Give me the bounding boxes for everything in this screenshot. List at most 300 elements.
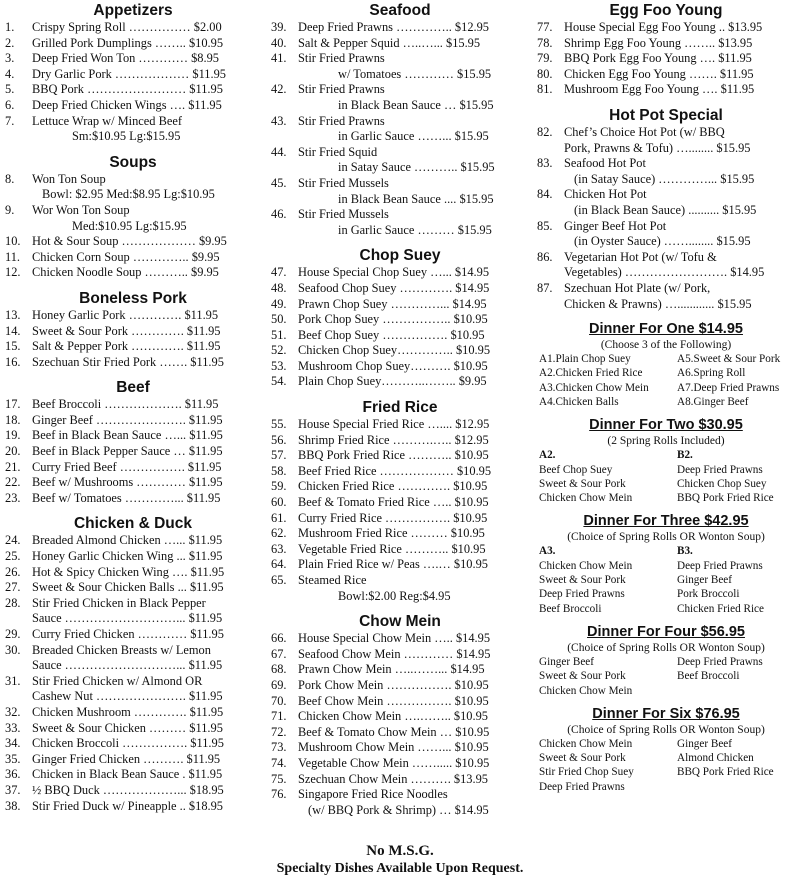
- dinner-choice: Sweet & Sour Pork: [539, 477, 626, 490]
- item-text: [298, 281, 529, 297]
- menu-item: [5, 533, 261, 549]
- item-number: 11.: [5, 249, 21, 264]
- section-title: Appetizers: [93, 2, 173, 19]
- dinner-subtitle: (Choose 3 of the Following): [600, 339, 732, 352]
- item-line: Szechuan Stir Fried Pork ……. $11.95: [32, 354, 224, 369]
- item-line: (w/ BBQ Pork & Shrimp) … $14.95: [308, 802, 489, 817]
- item-text: [32, 799, 261, 815]
- item-line: Chicken & Prawns) …............ $15.95: [564, 296, 752, 311]
- no-msg-note: No M.S.G.: [366, 843, 434, 859]
- menu-item: [537, 67, 795, 83]
- menu-item: [5, 203, 261, 234]
- item-line: w/ Tomatoes ………… $15.95: [338, 66, 492, 81]
- dinner-choice: Deep Fried Prawns: [677, 559, 763, 572]
- item-text: [32, 413, 261, 429]
- menu-item: [5, 428, 261, 444]
- menu-item: [271, 694, 529, 710]
- dinner-choice: BBQ Pork Fried Rice: [677, 492, 774, 505]
- item-line: Pork Chow Mein ……………. $10.95: [298, 677, 489, 692]
- item-text: [298, 787, 529, 818]
- item-text: [32, 203, 261, 234]
- menu-item: [271, 631, 529, 647]
- dinner-choice: A5.Sweet & Sour Pork: [677, 353, 781, 366]
- item-line: Curry Fried Rice ……………. $10.95: [298, 510, 488, 525]
- item-text: [298, 297, 529, 313]
- item-number: 2.: [5, 35, 15, 50]
- item-line: Beef Chop Suey ……………. $10.95: [298, 327, 485, 342]
- menu-item: [271, 542, 529, 558]
- item-number: 42.: [271, 82, 287, 97]
- dinner-choice: Ginger Beef: [677, 737, 732, 750]
- item-text: [298, 495, 529, 511]
- item-text: [32, 250, 261, 266]
- menu-item: [271, 647, 529, 663]
- menu-item: [537, 281, 795, 312]
- menu-item: [5, 339, 261, 355]
- menu-item: [5, 308, 261, 324]
- item-number: 32.: [5, 704, 21, 719]
- menu-section: [271, 613, 529, 818]
- item-line: Honey Garlic Chicken Wing ... $11.95: [32, 549, 223, 564]
- item-line: Crispy Spring Roll …………… $2.00: [32, 20, 222, 34]
- item-number: 36.: [5, 767, 21, 782]
- item-number: 66.: [271, 631, 287, 646]
- item-number: 49.: [271, 296, 287, 311]
- item-text: [298, 343, 529, 359]
- item-number: 44.: [271, 144, 287, 159]
- item-number: 68.: [271, 662, 287, 677]
- dinner-choice: Deep Fried Prawns: [539, 780, 625, 793]
- dinner-choice: A2.Chicken Fried Rice: [539, 367, 643, 380]
- item-text: [298, 464, 529, 480]
- item-line: Szechuan Chow Mein ………. $13.95: [298, 771, 488, 786]
- item-number: 74.: [271, 755, 287, 770]
- item-text: [564, 250, 795, 281]
- item-line: Chicken Chop Suey………….. $10.95: [298, 343, 491, 358]
- menu-item: [5, 397, 261, 413]
- item-number: 56.: [271, 432, 287, 447]
- item-number: 27.: [5, 580, 21, 595]
- menu-item: [271, 359, 529, 375]
- dinner-choice: Beef Broccoli: [539, 602, 602, 615]
- item-number: 16.: [5, 354, 21, 369]
- dinner-specials: [537, 321, 795, 794]
- item-number: 52.: [271, 343, 287, 358]
- item-number: 71.: [271, 709, 287, 724]
- item-line: Plain Chop Suey………..…….. $9.95: [298, 374, 487, 389]
- item-text: [298, 82, 529, 113]
- item-number: 64.: [271, 557, 287, 572]
- item-text: [32, 674, 261, 705]
- section-title: Egg Foo Young: [609, 2, 723, 19]
- item-line: Salt & Pepper Squid …..…... $15.95: [298, 35, 481, 50]
- menu-item: [5, 799, 261, 815]
- item-line: Chicken Egg Foo Young ……. $11.95: [564, 66, 754, 81]
- dinner-title: Dinner For Two $30.95: [589, 417, 743, 434]
- item-line: House Special Chop Suey …... $14.95: [298, 265, 490, 280]
- dinner-title: Dinner For Four $56.95: [587, 623, 745, 640]
- dinner-package: [537, 624, 795, 698]
- item-text: [298, 312, 529, 328]
- dinner-row: [537, 366, 795, 380]
- item-line: Shrimp Fried Rice ……….….. $12.95: [298, 432, 489, 447]
- menu-item: [271, 312, 529, 328]
- item-text: [298, 662, 529, 678]
- dinner-choice: Chicken Chow Mein: [539, 559, 633, 572]
- item-line: Vegetarian Hot Pot (w/ Tofu &: [564, 249, 717, 264]
- menu-item: [537, 250, 795, 281]
- item-line: Beef in Black Bean Sauce …... $11.95: [32, 428, 223, 443]
- item-text: [298, 526, 529, 542]
- item-number: 23.: [5, 490, 21, 505]
- item-line: Vegetable Chow Mein ……..... $10.95: [298, 755, 490, 770]
- item-line: Mushroom Egg Foo Young …. $11.95: [564, 82, 755, 97]
- menu-item: [271, 740, 529, 756]
- item-line: Hot & Spicy Chicken Wing …. $11.95: [32, 564, 225, 579]
- item-text: [32, 752, 261, 768]
- item-text: [298, 557, 529, 573]
- menu-item: [537, 20, 795, 36]
- item-number: 72.: [271, 724, 287, 739]
- item-number: 40.: [271, 35, 287, 50]
- item-text: [564, 187, 795, 218]
- menu-item: [271, 709, 529, 725]
- item-text: [564, 67, 795, 83]
- item-number: 33.: [5, 720, 21, 735]
- item-line: Pork Chop Suey …………….. $10.95: [298, 312, 488, 327]
- item-line: Chicken Hot Pot: [564, 187, 647, 202]
- item-line: Shrimp Egg Foo Young …….. $13.95: [564, 35, 753, 50]
- menu-section: [271, 247, 529, 390]
- item-text: [32, 549, 261, 565]
- item-number: 53.: [271, 358, 287, 373]
- menu-item: [5, 674, 261, 705]
- item-line: Seafood Chop Suey …………. $14.95: [298, 280, 490, 295]
- item-line: in Garlic Sauce ……… $15.95: [338, 222, 492, 237]
- menu-item: [271, 176, 529, 207]
- menu-item: [5, 565, 261, 581]
- menu-item: [5, 549, 261, 565]
- set-b-label: B3.: [677, 545, 693, 558]
- item-text: [298, 647, 529, 663]
- item-line: BBQ Pork …………………… $11.95: [32, 82, 223, 97]
- item-text: [298, 448, 529, 464]
- item-number: 83.: [537, 156, 553, 171]
- item-text: [298, 542, 529, 558]
- item-text: [32, 491, 261, 507]
- item-text: [298, 51, 529, 82]
- item-line: Ginger Fried Chicken ………. $11.95: [32, 751, 221, 766]
- menu-section: [5, 2, 261, 145]
- item-line: Beef in Black Pepper Sauce … $11.95: [32, 444, 223, 459]
- item-number: 7.: [5, 113, 15, 128]
- item-text: [32, 643, 261, 674]
- menu-item: [5, 82, 261, 98]
- item-line: Honey Garlic Pork …………. $11.95: [32, 307, 219, 322]
- dinner-row: [537, 395, 795, 409]
- menu-item: [537, 219, 795, 250]
- dinner-choice: Ginger Beef: [677, 574, 732, 587]
- menu-item: [5, 752, 261, 768]
- dinner-package: [537, 706, 795, 794]
- menu-section: [5, 379, 261, 506]
- item-line: Mushroom Fried Rice ……… $10.95: [298, 526, 485, 541]
- item-number: 69.: [271, 677, 287, 692]
- item-text: [32, 308, 261, 324]
- menu-item: [5, 355, 261, 371]
- dinner-choice: A8.Ginger Beef: [677, 395, 749, 408]
- item-line: House Special Egg Foo Young .. $13.95: [564, 20, 763, 34]
- item-text: [32, 428, 261, 444]
- menu-item: [5, 265, 261, 281]
- item-line: Pork, Prawns & Tofu) …........ $15.95: [564, 140, 751, 155]
- item-number: 1.: [5, 20, 15, 34]
- item-line: Stir Fried Mussels: [298, 207, 389, 222]
- dinner-choice: Chicken Fried Rice: [677, 602, 764, 615]
- item-number: 25.: [5, 549, 21, 564]
- menu-item: [5, 36, 261, 52]
- item-text: [32, 51, 261, 67]
- item-number: 63.: [271, 541, 287, 556]
- dinner-title: Dinner For Three $42.95: [583, 513, 749, 530]
- dinner-choice: Deep Fried Prawns: [539, 588, 625, 601]
- set-a-label: A3.: [539, 545, 556, 558]
- item-line: Beef w/ Tomatoes …………... $11.95: [32, 490, 221, 505]
- item-text: [32, 98, 261, 114]
- item-number: 65.: [271, 573, 287, 587]
- dinner-choice: Deep Fried Prawns: [677, 655, 763, 668]
- menu-item: [271, 20, 529, 36]
- item-text: [298, 772, 529, 788]
- item-line: ½ BBQ Duck ………………... $18.95: [32, 782, 224, 797]
- item-number: 21.: [5, 459, 21, 474]
- item-number: 87.: [537, 280, 553, 295]
- menu-item: [271, 678, 529, 694]
- menu-item: [5, 475, 261, 491]
- item-line: Seafood Chow Mein ………… $14.95: [298, 646, 491, 661]
- item-number: 55.: [271, 417, 287, 432]
- dinner-choice: Stir Fried Chop Suey: [539, 766, 634, 779]
- item-line: Sauce ………………………... $11.95: [32, 658, 223, 673]
- item-number: 5.: [5, 82, 15, 97]
- item-number: 34.: [5, 736, 21, 751]
- item-number: 35.: [5, 751, 21, 766]
- item-number: 26.: [5, 564, 21, 579]
- item-text: [32, 265, 261, 281]
- item-number: 12.: [5, 265, 21, 280]
- menu-item: [271, 495, 529, 511]
- item-line: Chicken Broccoli ……………. $11.95: [32, 736, 224, 751]
- menu-column-1: [5, 2, 261, 823]
- item-line: Beef Chow Mein ……………. $10.95: [298, 693, 489, 708]
- item-number: 86.: [537, 249, 553, 264]
- menu-item: [537, 82, 795, 98]
- menu-item: [5, 580, 261, 596]
- item-number: 73.: [271, 740, 287, 755]
- menu-item: [271, 787, 529, 818]
- item-line: in Garlic Sauce ……... $15.95: [338, 129, 489, 144]
- menu-item: [271, 145, 529, 176]
- menu-section: [537, 107, 795, 312]
- dinner-row: [537, 573, 795, 587]
- item-line: BBQ Pork Fried Rice ……….. $10.95: [298, 448, 489, 463]
- item-line: Mushroom Chow Mein ……... $10.95: [298, 740, 489, 755]
- dinner-row: [537, 477, 795, 491]
- menu-item: [5, 324, 261, 340]
- dinner-choice: A1.Plain Chop Suey: [539, 353, 631, 366]
- item-line: Sweet & Sour Pork …………. $11.95: [32, 323, 221, 338]
- item-line: Plain Fried Rice w/ Peas ….… $10.95: [298, 557, 488, 572]
- menu-item: [271, 573, 529, 604]
- item-line: House Special Chow Mein ….. $14.95: [298, 631, 491, 646]
- dinner-row: [537, 737, 795, 751]
- section-title: Hot Pot Special: [609, 106, 723, 124]
- item-text: [32, 736, 261, 752]
- menu-section: [5, 515, 261, 814]
- item-number: 38.: [5, 798, 21, 813]
- item-line: Stir Fried Prawns: [298, 82, 385, 97]
- footer: [0, 842, 800, 878]
- item-line: Ginger Beef …………………. $11.95: [32, 412, 223, 427]
- item-text: [564, 219, 795, 250]
- item-line: BBQ Pork Egg Foo Young …. $11.95: [564, 51, 752, 66]
- item-number: 62.: [271, 526, 287, 541]
- dinner-row: [537, 669, 795, 683]
- menu-item: [271, 374, 529, 390]
- item-text: [564, 125, 795, 156]
- menu-section: [271, 399, 529, 604]
- item-number: 20.: [5, 444, 21, 459]
- item-number: 57.: [271, 448, 287, 463]
- item-line: Singapore Fried Rice Noodles: [298, 787, 448, 802]
- dinner-subtitle: (Choice of Spring Rolls OR Wonton Soup): [567, 641, 765, 654]
- item-line: Sweet & Sour Chicken ……… $11.95: [32, 720, 223, 735]
- item-line: Chef’s Choice Hot Pot (w/ BBQ: [564, 124, 725, 139]
- dinner-choice: A6.Spring Roll: [677, 367, 746, 380]
- item-line: Curry Fried Beef ……………. $11.95: [32, 459, 222, 474]
- item-text: [32, 20, 261, 36]
- item-line: Sweet & Sour Chicken Balls ... $11.95: [32, 580, 224, 595]
- item-line: Beef w/ Mushrooms ………… $11.95: [32, 475, 223, 490]
- menu-item: [271, 343, 529, 359]
- item-line: Breaded Chicken Breasts w/ Lemon: [32, 642, 211, 657]
- item-line: Vegetable Fried Rice ……….. $10.95: [298, 541, 486, 556]
- menu-item: [5, 643, 261, 674]
- item-number: 54.: [271, 374, 287, 389]
- menu-item: [5, 444, 261, 460]
- dinner-subtitle: (Choice of Spring Rolls OR Wonton Soup): [567, 723, 765, 736]
- menu-item: [5, 172, 261, 203]
- item-line: Szechuan Hot Plate (w/ Pork,: [564, 280, 711, 295]
- menu-item: [537, 187, 795, 218]
- section-title: Fried Rice: [362, 399, 438, 417]
- item-line: Stir Fried Squid: [298, 144, 378, 159]
- dinner-row: [537, 655, 795, 669]
- item-text: [32, 565, 261, 581]
- item-line: Beef Fried Rice ……………… $10.95: [298, 463, 492, 478]
- item-text: [32, 82, 261, 98]
- dinner-choice: Ginger Beef: [539, 655, 594, 668]
- item-text: [32, 355, 261, 371]
- dinner-choice: Sweet & Sour Pork: [539, 670, 626, 683]
- item-text: [298, 114, 529, 145]
- item-text: [564, 156, 795, 187]
- menu-item: [271, 82, 529, 113]
- menu-column-3: [537, 2, 795, 794]
- dinner-choice: Chicken Chow Mein: [539, 492, 633, 505]
- menu-item: [5, 460, 261, 476]
- item-text: [298, 694, 529, 710]
- dinner-choice: Sweet & Sour Pork: [539, 574, 626, 587]
- dinner-choice: Chicken Chow Mein: [539, 684, 633, 697]
- set-a-label: A2.: [539, 449, 556, 462]
- menu-item: [537, 156, 795, 187]
- item-line: Stir Fried Chicken in Black Pepper: [32, 595, 206, 610]
- dinner-subtitle: (Choice of Spring Rolls OR Wonton Soup): [567, 531, 765, 544]
- item-number: 58.: [271, 463, 287, 478]
- item-text: [32, 721, 261, 737]
- item-number: 8.: [5, 171, 15, 186]
- item-text: [298, 328, 529, 344]
- item-number: 18.: [5, 412, 21, 427]
- item-line: Beef & Tomato Chow Mein … $10.95: [298, 724, 490, 739]
- item-line: Curry Fried Chicken ………… $11.95: [32, 627, 224, 641]
- item-line: Beef Broccoli ………………. $11.95: [32, 397, 219, 412]
- dinner-row: [537, 684, 795, 698]
- item-text: [298, 740, 529, 756]
- menu-item: [271, 433, 529, 449]
- item-text: [298, 573, 529, 604]
- item-line: Seafood Hot Pot: [564, 156, 646, 171]
- item-number: 81.: [537, 82, 553, 97]
- dinner-row: [537, 751, 795, 765]
- item-number: 30.: [5, 642, 21, 657]
- dinner-choice: A4.Chicken Balls: [539, 395, 619, 408]
- item-text: [32, 767, 261, 783]
- menu-section: [5, 154, 261, 281]
- item-line: Chicken Fried Rice …………. $10.95: [298, 479, 488, 494]
- dinner-row: [537, 765, 795, 779]
- menu-item: [5, 627, 261, 643]
- menu-item: [5, 767, 261, 783]
- item-number: 47.: [271, 265, 287, 280]
- item-line: (in Oyster Sauce) ……........ $15.95: [574, 234, 751, 249]
- item-text: [32, 460, 261, 476]
- menu-section: [271, 2, 529, 238]
- item-number: 80.: [537, 66, 553, 81]
- menu-item: [271, 662, 529, 678]
- item-line: Stir Fried Mussels: [298, 175, 389, 190]
- item-line: Hot & Sour Soup ……………… $9.95: [32, 234, 227, 249]
- section-title: Chicken & Duck: [73, 515, 192, 533]
- item-text: [32, 475, 261, 491]
- item-text: [32, 114, 261, 145]
- item-line: Grilled Pork Dumplings …….. $10.95: [32, 35, 224, 50]
- item-line: Prawn Chow Mein …..……... $14.95: [298, 662, 485, 677]
- menu-item: [5, 491, 261, 507]
- dinner-choice: Deep Fried Prawns: [677, 463, 763, 476]
- item-line: Med:$10.95 Lg:$15.95: [72, 218, 187, 233]
- item-number: 70.: [271, 693, 287, 708]
- item-number: 4.: [5, 66, 15, 81]
- item-text: [564, 36, 795, 52]
- item-text: [32, 36, 261, 52]
- item-number: 59.: [271, 479, 287, 494]
- dinner-choice: Beef Chop Suey: [539, 463, 613, 476]
- menu-item: [271, 36, 529, 52]
- menu-item: [5, 51, 261, 67]
- item-number: 3.: [5, 51, 15, 66]
